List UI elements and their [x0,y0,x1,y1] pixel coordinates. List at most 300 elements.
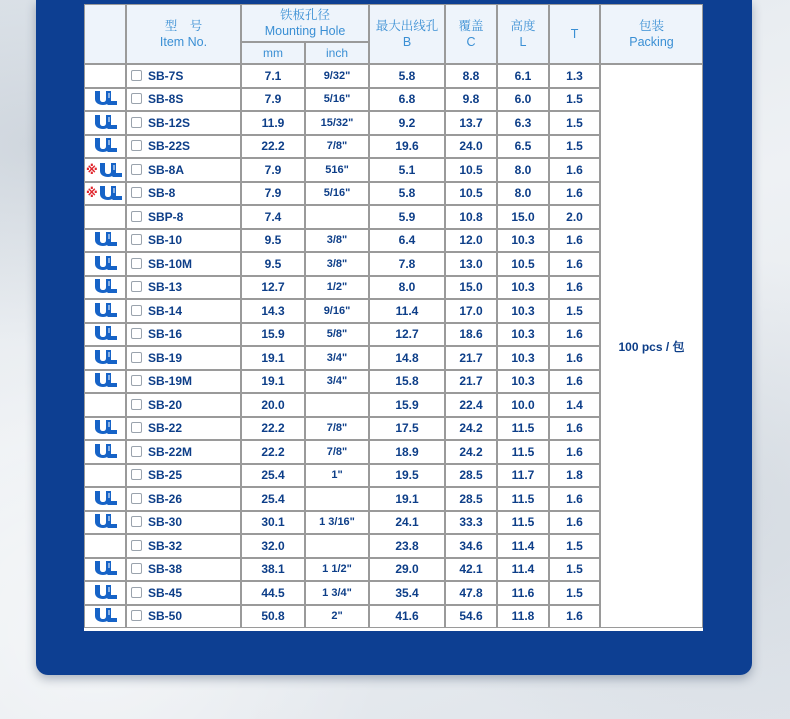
spec-table-body [84,64,703,628]
t-cell: 1.6 [549,158,600,182]
cover-cell: 34.6 [445,534,497,558]
ul-icon [85,301,125,319]
height-cell: 11.5 [497,440,549,464]
mm-cell: 11.9 [241,111,305,135]
mm-cell: 50.8 [241,605,305,629]
cert-cell [84,111,126,135]
outlet-cell: 5.1 [369,158,445,182]
model-label: SB-45 [148,585,183,600]
t-cell: 1.5 [549,299,600,323]
cert-cell [84,158,126,182]
ul-mark-graphic [94,231,118,247]
cover-cell: 24.2 [445,440,497,464]
model-label: SB-8A [148,162,185,177]
inch-cell [305,393,369,417]
model-label: SB-25 [148,468,183,483]
model-cell [126,346,241,370]
ul-mark-graphic [94,114,118,130]
cert-cell [84,370,126,394]
select-checkbox[interactable] [131,211,142,222]
ul-icon [94,302,118,318]
hole-header-en: Mounting Hole [264,24,346,38]
cert-cell [84,205,126,229]
outlet-header-en: B [402,35,412,49]
mm-cell: 12.7 [241,276,305,300]
inch-cell: 1 3/16" [305,511,369,535]
height-cell: 10.0 [497,393,549,417]
model-cell [126,393,241,417]
ul-icon [85,489,125,507]
height-cell: 11.6 [497,581,549,605]
height-cell: 11.5 [497,487,549,511]
outlet-cell: 6.8 [369,88,445,112]
t-header: T [549,4,600,64]
select-checkbox[interactable] [131,281,142,292]
outlet-cell: 19.6 [369,135,445,159]
t-cell: 1.6 [549,182,600,206]
ul-icon [94,278,118,294]
select-checkbox[interactable] [131,352,142,363]
select-checkbox[interactable] [131,140,142,151]
t-cell: 1.6 [549,370,600,394]
select-checkbox[interactable] [131,422,142,433]
inch-cell: 9/16" [305,299,369,323]
height-cell: 10.3 [497,299,549,323]
t-cell: 1.6 [549,229,600,253]
ul-mark-graphic [94,584,118,600]
ul-icon [94,560,118,576]
t-cell: 1.6 [549,252,600,276]
ul-mark-graphic [99,185,123,201]
model-cell [126,558,241,582]
hole-header [241,4,369,42]
ul-mark-graphic [94,560,118,576]
select-checkbox[interactable] [131,328,142,339]
cover-cell: 8.8 [445,64,497,88]
t-cell: 1.6 [549,605,600,629]
select-checkbox[interactable] [131,117,142,128]
model-label: SB-8 [148,186,176,201]
t-cell: 1.6 [549,511,600,535]
item-header-en: Item No. [159,35,208,49]
select-checkbox[interactable] [131,446,142,457]
select-checkbox[interactable] [131,493,142,504]
cover-cell: 21.7 [445,346,497,370]
cover-cell: 10.8 [445,205,497,229]
cover-cell: 24.0 [445,135,497,159]
model-label: SB-10M [148,256,193,271]
ul-mark-graphic [94,513,118,529]
select-checkbox[interactable] [131,516,142,527]
select-checkbox[interactable] [131,164,142,175]
spec-table [84,4,703,628]
cover-cell: 13.7 [445,111,497,135]
inch-cell: 516" [305,158,369,182]
cert-cell [84,558,126,582]
ul-icon [94,443,118,459]
mm-cell: 30.1 [241,511,305,535]
outlet-cell: 29.0 [369,558,445,582]
select-checkbox[interactable] [131,305,142,316]
outlet-cell: 5.9 [369,205,445,229]
outlet-cell: 5.8 [369,64,445,88]
outlet-cell: 18.9 [369,440,445,464]
cert-cell [84,88,126,112]
ul-icon [85,512,125,530]
cover-cell: 21.7 [445,370,497,394]
outlet-cell: 7.8 [369,252,445,276]
star-ul-icon [85,161,125,179]
t-cell: 1.3 [549,64,600,88]
inch-header: inch [305,42,369,64]
inch-cell: 1" [305,464,369,488]
mm-cell: 7.1 [241,64,305,88]
mm-cell: 20.0 [241,393,305,417]
outlet-cell: 12.7 [369,323,445,347]
ul-icon [85,583,125,601]
inch-cell: 7/8" [305,135,369,159]
t-cell: 1.6 [549,440,600,464]
ul-mark-graphic [94,90,118,106]
inch-cell [305,487,369,511]
inch-cell: 5/16" [305,88,369,112]
table-row [84,64,703,88]
mm-cell: 44.5 [241,581,305,605]
model-cell [126,276,241,300]
cert-cell [84,276,126,300]
inch-cell: 7/8" [305,440,369,464]
model-cell [126,205,241,229]
model-label: SB-22 [148,421,183,436]
item-header [126,4,241,64]
height-cell: 6.5 [497,135,549,159]
mm-cell: 38.1 [241,558,305,582]
cover-cell: 9.8 [445,88,497,112]
height-cell: 10.5 [497,252,549,276]
height-cell: 11.4 [497,534,549,558]
model-label: SB-26 [148,491,183,506]
model-label: SB-22S [148,139,191,154]
ul-icon [85,348,125,366]
t-cell: 1.6 [549,323,600,347]
ul-icon [94,325,118,341]
model-label: SB-19M [148,374,193,389]
ul-icon [94,584,118,600]
select-checkbox[interactable] [131,610,142,621]
model-cell [126,534,241,558]
select-checkbox[interactable] [131,399,142,410]
inch-cell: 9/32" [305,64,369,88]
cert-cell [84,440,126,464]
packing-header [600,4,703,64]
ul-mark-graphic [99,162,123,178]
model-cell [126,511,241,535]
ul-mark-graphic [94,490,118,506]
ul-icon [94,231,118,247]
inch-cell: 1 1/2" [305,558,369,582]
height-cell: 10.3 [497,229,549,253]
height-cell: 11.4 [497,558,549,582]
model-label: SB-12S [148,115,191,130]
inch-cell: 5/16" [305,182,369,206]
mm-cell: 25.4 [241,487,305,511]
ul-icon [94,114,118,130]
header-row [84,4,703,42]
ul-icon [85,371,125,389]
inch-cell [305,534,369,558]
mm-cell: 15.9 [241,323,305,347]
ul-icon [94,349,118,365]
cover-cell: 13.0 [445,252,497,276]
cover-cell: 28.5 [445,487,497,511]
height-cell: 11.5 [497,511,549,535]
select-checkbox[interactable] [131,234,142,245]
ul-icon [94,255,118,271]
outlet-cell: 11.4 [369,299,445,323]
model-label: SB-10 [148,233,183,248]
ul-mark-graphic [94,137,118,153]
height-cell: 10.3 [497,370,549,394]
mm-cell: 22.2 [241,135,305,159]
model-cell [126,605,241,629]
mm-cell: 22.2 [241,417,305,441]
outlet-header [369,4,445,64]
packing-header-en: Packing [629,35,674,49]
height-cell: 8.0 [497,182,549,206]
model-cell [126,370,241,394]
ul-mark-graphic [94,302,118,318]
t-cell: 1.6 [549,417,600,441]
cover-cell: 10.5 [445,182,497,206]
height-header-cn: 高度 [510,19,536,33]
ul-icon [85,418,125,436]
cert-cell [84,135,126,159]
ul-icon [94,419,118,435]
cert-cell [84,417,126,441]
model-cell [126,252,241,276]
select-checkbox[interactable] [131,70,142,81]
ul-icon [94,372,118,388]
cert-cell [84,605,126,629]
inch-cell: 3/8" [305,229,369,253]
outlet-cell: 19.1 [369,487,445,511]
height-cell: 10.3 [497,323,549,347]
model-label: SB-20 [148,397,183,412]
reference-mark-icon: ※ [86,162,98,177]
mm-cell: 7.9 [241,158,305,182]
cover-cell: 24.2 [445,417,497,441]
cover-header-en: C [466,35,476,49]
select-checkbox[interactable] [131,93,142,104]
model-label: SB-22M [148,444,193,459]
ul-icon [85,324,125,342]
t-cell: 1.5 [549,135,600,159]
cert-cell [84,182,126,206]
model-label: SB-19 [148,350,183,365]
ul-icon [85,606,125,624]
t-cell: 1.6 [549,346,600,370]
mm-cell: 22.2 [241,440,305,464]
item-header-cn: 型 号 [164,19,203,33]
inch-cell: 1/2" [305,276,369,300]
outlet-cell: 6.4 [369,229,445,253]
model-cell [126,417,241,441]
mm-cell: 7.9 [241,182,305,206]
outlet-cell: 24.1 [369,511,445,535]
cert-cell [84,487,126,511]
model-cell [126,229,241,253]
hole-header-cn: 铁板孔径 [280,8,331,22]
inch-cell [305,205,369,229]
cert-cell [84,393,126,417]
inch-cell: 3/4" [305,346,369,370]
outlet-cell: 15.9 [369,393,445,417]
outlet-cell: 35.4 [369,581,445,605]
cert-cell [84,511,126,535]
outlet-cell: 41.6 [369,605,445,629]
select-checkbox[interactable] [131,187,142,198]
model-cell [126,581,241,605]
ul-icon [94,137,118,153]
model-label: SB-50 [148,609,183,624]
height-cell: 6.0 [497,88,549,112]
inch-cell: 7/8" [305,417,369,441]
ul-mark-graphic [94,349,118,365]
height-cell: 15.0 [497,205,549,229]
select-checkbox[interactable] [131,258,142,269]
t-cell: 1.5 [549,111,600,135]
cert-cell [84,581,126,605]
mm-cell: 7.9 [241,88,305,112]
reference-mark-icon: ※ [86,186,98,201]
inch-cell: 1 3/4" [305,581,369,605]
cover-cell: 28.5 [445,464,497,488]
mm-header: mm [241,42,305,64]
t-cell: 1.5 [549,581,600,605]
cert-cell [84,464,126,488]
ul-mark-graphic [94,255,118,271]
packing-header-cn: 包装 [639,19,665,33]
t-cell: 1.5 [549,558,600,582]
select-checkbox[interactable] [131,563,142,574]
ul-icon [85,136,125,154]
mm-cell: 9.5 [241,229,305,253]
ul-mark-graphic [94,372,118,388]
ul-mark-graphic [94,278,118,294]
ul-mark-graphic [94,325,118,341]
inch-cell: 15/32" [305,111,369,135]
outlet-cell: 9.2 [369,111,445,135]
cert-cell [84,252,126,276]
height-header-en: L [519,35,527,49]
mm-cell: 19.1 [241,370,305,394]
t-cell: 1.6 [549,276,600,300]
select-checkbox[interactable] [131,587,142,598]
cert-cell [84,64,126,88]
model-label: SB-30 [148,515,183,530]
model-label: SB-32 [148,538,183,553]
model-label: SB-13 [148,280,183,295]
height-header [497,4,549,64]
inch-cell: 2" [305,605,369,629]
model-cell [126,158,241,182]
t-cell: 1.5 [549,88,600,112]
ul-icon [85,230,125,248]
model-cell [126,323,241,347]
height-cell: 10.3 [497,346,549,370]
model-cell [126,135,241,159]
cert-header-cell [84,4,126,64]
cert-cell [84,299,126,323]
select-checkbox[interactable] [131,540,142,551]
ul-icon [85,113,125,131]
ul-icon [85,277,125,295]
inch-cell: 3/4" [305,370,369,394]
height-cell: 8.0 [497,158,549,182]
mm-cell: 9.5 [241,252,305,276]
model-cell [126,88,241,112]
cover-cell: 22.4 [445,393,497,417]
outlet-cell: 14.8 [369,346,445,370]
ul-mark-graphic [94,607,118,623]
model-label: SB-38 [148,562,183,577]
ul-icon [99,185,123,201]
cover-cell: 33.3 [445,511,497,535]
ul-icon [94,607,118,623]
packing-cell: 100 pcs / 包 [600,64,703,628]
model-label: SB-14 [148,303,183,318]
model-cell [126,111,241,135]
star-ul-icon [85,184,125,202]
cover-header [445,4,497,64]
model-cell [126,440,241,464]
model-label: SB-8S [148,92,184,107]
inch-cell: 3/8" [305,252,369,276]
height-cell: 11.8 [497,605,549,629]
model-cell [126,299,241,323]
ul-icon [85,559,125,577]
ul-icon [85,442,125,460]
mm-cell: 19.1 [241,346,305,370]
mm-cell: 25.4 [241,464,305,488]
t-cell: 1.4 [549,393,600,417]
model-label: SB-7S [148,68,184,83]
outlet-cell: 19.5 [369,464,445,488]
t-cell: 2.0 [549,205,600,229]
ul-icon [85,254,125,272]
ul-mark-graphic [94,419,118,435]
mm-cell: 7.4 [241,205,305,229]
select-checkbox[interactable] [131,375,142,386]
model-cell [126,464,241,488]
cover-cell: 10.5 [445,158,497,182]
height-cell: 11.5 [497,417,549,441]
ul-icon [99,162,123,178]
ul-icon [94,90,118,106]
model-label: SB-16 [148,327,183,342]
ul-mark-graphic [94,443,118,459]
select-checkbox[interactable] [131,469,142,480]
height-cell: 11.7 [497,464,549,488]
spec-table-container [84,4,703,631]
model-cell [126,64,241,88]
inch-cell: 5/8" [305,323,369,347]
cert-cell [84,323,126,347]
outlet-cell: 5.8 [369,182,445,206]
ul-icon [94,513,118,529]
height-cell: 6.1 [497,64,549,88]
mm-cell: 14.3 [241,299,305,323]
